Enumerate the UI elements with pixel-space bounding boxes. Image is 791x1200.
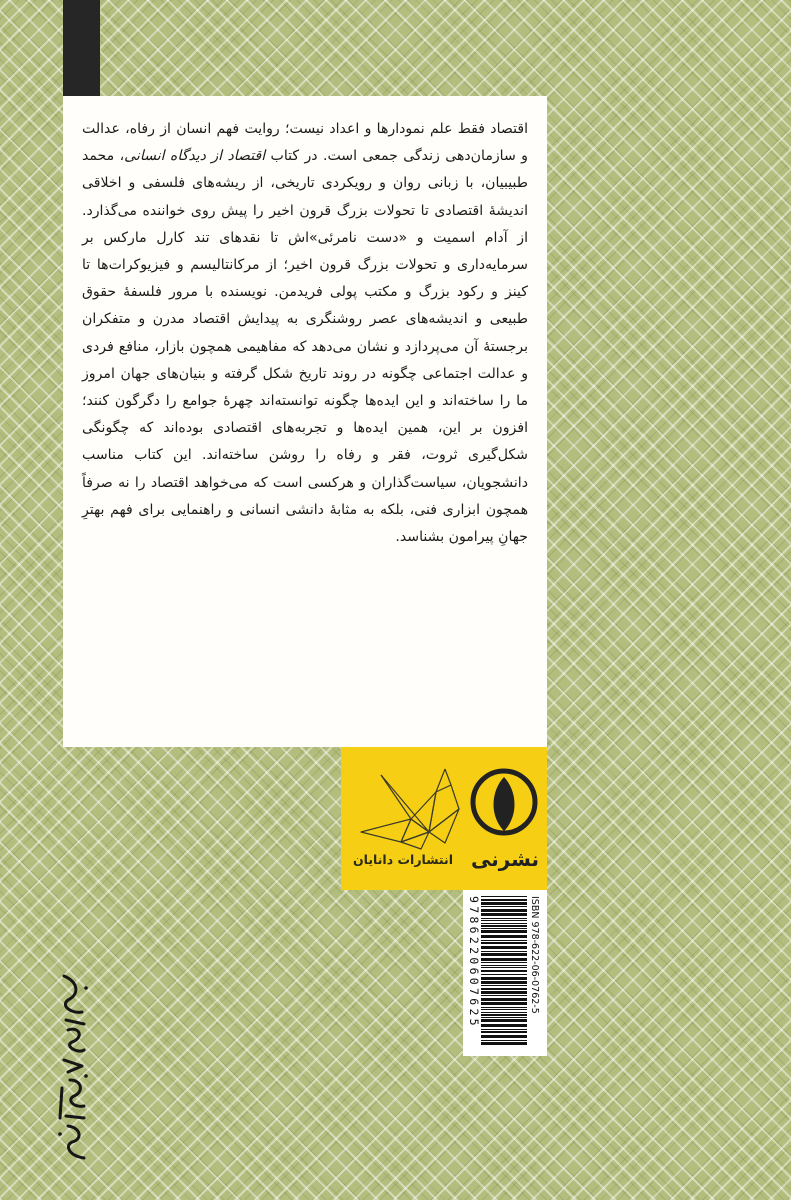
barcode-bar (481, 1031, 527, 1033)
isbn-barcode-box (463, 890, 547, 1056)
barcode-bar (481, 967, 527, 968)
barcode-bar (481, 913, 527, 916)
barcode-bar (481, 930, 527, 933)
barcode-bar (481, 946, 527, 949)
barcode-bar (481, 953, 527, 956)
origami-bird-icon (361, 769, 459, 849)
barcode-bar (481, 935, 527, 938)
barcode-bar (481, 974, 527, 975)
barcode-bar (481, 1024, 527, 1027)
ney-logo-icon (473, 771, 535, 833)
barcode-bar (481, 977, 527, 980)
barcode-bar (481, 899, 527, 901)
barcode-bar (481, 1014, 527, 1016)
barcode-bar (481, 1012, 527, 1013)
back-cover-blurb (63, 96, 547, 747)
book-title: اقتصاد از دیدگاه انسانی (124, 148, 266, 165)
barcode-bar (481, 991, 527, 994)
barcode-bar (481, 1035, 527, 1038)
barcode-bar (481, 1042, 527, 1045)
barcode-bar (481, 918, 527, 919)
blurb-text (82, 116, 528, 551)
barcode-bar (481, 1009, 527, 1010)
barcode-bar (481, 962, 527, 963)
barcode-bar (481, 1029, 527, 1030)
barcode-bar (481, 981, 527, 984)
isbn-label: ISBN 978-622-06-0762-5 (529, 896, 540, 1014)
publisher-name: انتشارات دانایان (352, 852, 454, 867)
barcode-bar (481, 995, 527, 996)
barcode-bar (481, 896, 527, 897)
spine-dark-block (63, 0, 100, 96)
barcode-graphic (481, 896, 527, 1050)
barcode-bar (481, 942, 527, 944)
barcode-bar (481, 902, 527, 905)
barcode-bar (481, 1040, 527, 1041)
barcode-bar (481, 923, 527, 924)
publisher-brand: نشرنی (470, 847, 539, 871)
barcode-bar (481, 988, 527, 990)
barcode-bar (481, 1017, 527, 1018)
blurb-part-1: اقتصاد فقط علم نمودارها و اعداد نیست؛ روایت فهم انسان از رفاه، عدالت و سازمان‌دهی زندگی جمعی است. در کتاب (82, 121, 528, 165)
barcode-bar (481, 928, 527, 929)
blurb-part-2: ، محمد طبیبیان، با زبانی روان و رویکردی تاریخی، از ریشه‌های فلسفی و اخلاقی اندیشهٔ اقتصادی تا تحولات بزرگ قرون اخیر را پیش روی خواننده می‌گذارد. از آدام اسمیت و «دست نامرئی»اش تا نقدهای تند کارل مارکس بر سرمایه‌داری و تحولات بزرگ قرون اخیر؛ از مرکانتالیسم و فیزیوکرات‌ها تا کینز و رکود بزرگ و مکتب پولی فریدمن. نویسنده با مرور فلسفهٔ حقوق طبیعی و اندیشه‌های عصر روشنگری به پیدایش اقتصاد مدرن و متفکران برجستهٔ آن می‌پردازد و نشان می‌دهد که مفاهیمی همچون بازار، منافع فردی و عدالت اجتماعی چگونه در روند تاریخ شکل گرفته و بنیان‌های جهان امروز ما را ساخته‌اند و این ایده‌ها چگونه توانسته‌اند چهرهٔ جوامع را دگرگون کنند؛ افزون بر این، همین ایده‌ها و تجربه‌های اقتصادی بوده‌اند که چگونگی شکل‌گیری ثروت، فقر و رفاه را روشن ساخته‌اند. این کتاب مناسب دانشجویان، سیاست‌گذاران و هرکسی است که می‌خواهد اقتصاد را نه صرفاً همچون ابزاری فنی، بلکه به مثابهٔ دانشی انسانی و راهنمایی برای فهم بهترِ جهانِ پیرامون بشناسد. (82, 148, 528, 546)
barcode-bar (481, 1019, 527, 1022)
barcode-bar (481, 958, 527, 961)
publisher-box (341, 747, 547, 890)
barcode-bar (481, 965, 527, 966)
barcode-bar (481, 906, 527, 907)
barcode-bar (481, 985, 527, 986)
barcode-bar (481, 998, 527, 1001)
barcode-bar (481, 920, 527, 921)
barcode-bar (481, 925, 527, 927)
barcode-bar (481, 1002, 527, 1005)
barcode-bar (481, 951, 527, 952)
author-signature-graphic (56, 968, 92, 1168)
barcode-bar (481, 1007, 527, 1008)
barcode-bar (481, 909, 527, 912)
barcode-bar (481, 970, 527, 972)
barcode-bar (481, 940, 527, 941)
isbn-digits: 9786220607625 (467, 896, 481, 1029)
